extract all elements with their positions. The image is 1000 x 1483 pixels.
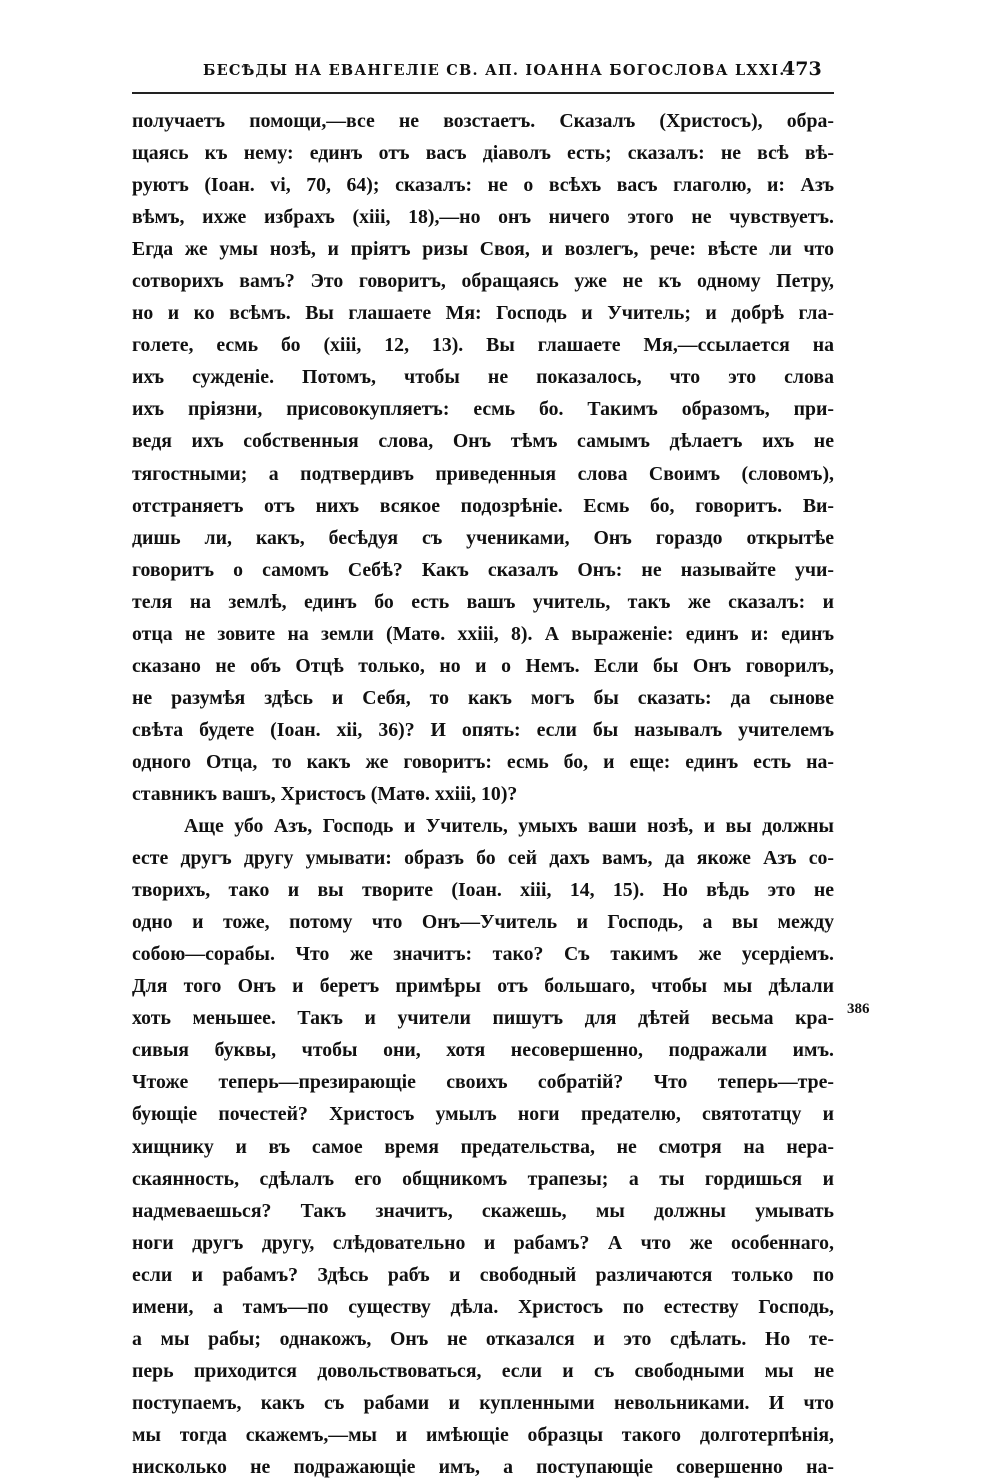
text-line: ставникъ вашъ, Христосъ (Матѳ. xxiii, 10)? (132, 782, 518, 805)
text-line: не разумѣя здѣсь и Себя, то какъ могъ бы сказать: да сынове (132, 686, 834, 709)
text-line: скаянность, сдѣлалъ его общникомъ трапезы; а ты гордишься и (132, 1167, 834, 1190)
text-line: сотворихъ вамъ? Это говоритъ, обращаясь уже не къ одному Петру, (132, 270, 834, 293)
text-line: голете, есмь бо (xiii, 12, 13). Вы глашаете Мя,—ссылается на (132, 334, 834, 357)
text-line: свѣта будете (Іоан. xii, 36)? И опять: если бы называлъ учителемъ (132, 718, 834, 741)
margin-note: 386 (847, 1001, 870, 1017)
text-line: а мы рабы; однакожъ, Онъ не отказался и это сдѣлать. Но те- (132, 1327, 834, 1350)
text-line: собою—сорабы. Что же значитъ: тако? Съ такимъ же усердіемъ. (132, 943, 834, 966)
text-line: хоть меньшее. Такъ и учители пишутъ для дѣтей весьма кра- (132, 1007, 834, 1030)
text-line: тягостными; а подтвердивъ приведенныя слова Своимъ (словомъ), (132, 462, 834, 485)
text-line: ихъ пріязни, присовокупляетъ: есмь бо. Такимъ образомъ, при- (132, 398, 834, 421)
text-line: если и рабамъ? Здѣсь рабъ и свободный различаются только по (132, 1263, 834, 1286)
text-line: Егда же умы нозѣ, и пріятъ ризы Своя, и возлегъ, рече: вѣсте ли что (132, 238, 834, 261)
text-line: Для того Онъ и беретъ примѣры отъ большаго, чтобы мы дѣлали (132, 975, 834, 998)
text-line: одно и тоже, потому что Онъ—Учитель и Господь, а вы между (132, 911, 834, 934)
body-text (132, 105, 834, 1483)
text-line: получаетъ помощи,—все не возстаетъ. Сказалъ (Христосъ), обра- (132, 110, 834, 132)
text-line: Аще убо Азъ, Господь и Учитель, умыхъ ваши нозѣ, и вы должны (184, 815, 834, 838)
text-line: дишь ли, какъ, бесѣдуя съ учениками, Онъ гораздо открытѣе (132, 526, 834, 549)
text-line: теля на землѣ, единъ бо есть вашъ учитель, такъ же сказалъ: и (132, 590, 834, 613)
text-line: но и ко всѣмъ. Вы глашаете Мя: Господь и Учитель; и добрѣ гла- (132, 302, 834, 325)
text-line: творихъ, тако и вы творите (Іоан. xiii, 14, 15). Но вѣдь это не (132, 879, 834, 902)
page-number: 473 (782, 58, 822, 80)
text-line: хищнику и въ самое время предательства, не смотря на нера- (132, 1135, 834, 1158)
text-line: перь приходится довольствоваться, если и съ свободными мы не (132, 1359, 834, 1382)
text-line: надмеваешься? Такъ значитъ, скажешь, мы должны умывать (132, 1199, 834, 1222)
text-line: бующіе почестей? Христосъ умылъ ноги предателю, святотатцу и (132, 1103, 834, 1126)
text-line: руютъ (Іоан. vi, 70, 64); сказалъ: не о всѣхъ васъ глаголю, и: Азъ (132, 174, 834, 197)
text-line: щаясь къ нему: единъ отъ васъ діаволъ есть; сказалъ: не всѣ вѣ- (132, 142, 834, 165)
text-line: ихъ сужденіе. Потомъ, чтобы не показалось, что это слова (132, 366, 834, 389)
running-title: БЕСѢДЫ НА ЕВАНГЕЛІЕ СВ. АП. ІОАННА БОГОСЛОВА LXXI. (203, 62, 786, 79)
text-line: есте другъ другу умывати: образъ бо сей дахъ вамъ, да якоже Азъ со- (132, 847, 834, 870)
text-line: ноги другъ другу, слѣдовательно и рабамъ? А что же особеннаго, (132, 1231, 834, 1254)
text-line: мы тогда скажемъ,—мы и имѣющіе образцы такого долготерпѣнія, (132, 1423, 834, 1446)
text-line: одного Отца, то какъ же говоритъ: есмь бо, и еще: единъ есть на- (132, 750, 834, 773)
text-line: отца не зовите на земли (Матѳ. xxiii, 8). А выраженіе: единъ и: единъ (132, 622, 834, 645)
text-line: ведя ихъ собственныя слова, Онъ тѣмъ самымъ дѣлаетъ ихъ не (132, 430, 834, 453)
text-line: сивыя буквы, чтобы они, хотя несовершенно, подражали имъ. (132, 1039, 834, 1062)
text-line: вѣмъ, ихже избрахъ (xiii, 18),—но онъ ничего этого не чувствуетъ. (132, 206, 834, 229)
text-line: нисколько не подражающіе имъ, а поступающіе совершенно на- (132, 1455, 834, 1478)
text-line: отстраняетъ отъ нихъ всякое подозрѣніе. Есмь бо, говоритъ. Ви- (132, 494, 834, 517)
text-line: поступаемъ, какъ съ рабами и купленными невольниками. И что (132, 1391, 834, 1414)
header-rule (132, 92, 834, 94)
text-line: говоритъ о самомъ Себѣ? Какъ сказалъ Онъ: не называйте учи- (132, 558, 834, 581)
text-line: имени, а тамъ—по существу дѣла. Христосъ по естеству Господь, (132, 1295, 834, 1318)
text-line: Чтоже теперь—презирающіе своихъ собратій? Что теперь—тре- (132, 1071, 834, 1094)
text-line: сказано не объ Отцѣ только, но и о Немъ. Если бы Онъ говорилъ, (132, 654, 834, 677)
